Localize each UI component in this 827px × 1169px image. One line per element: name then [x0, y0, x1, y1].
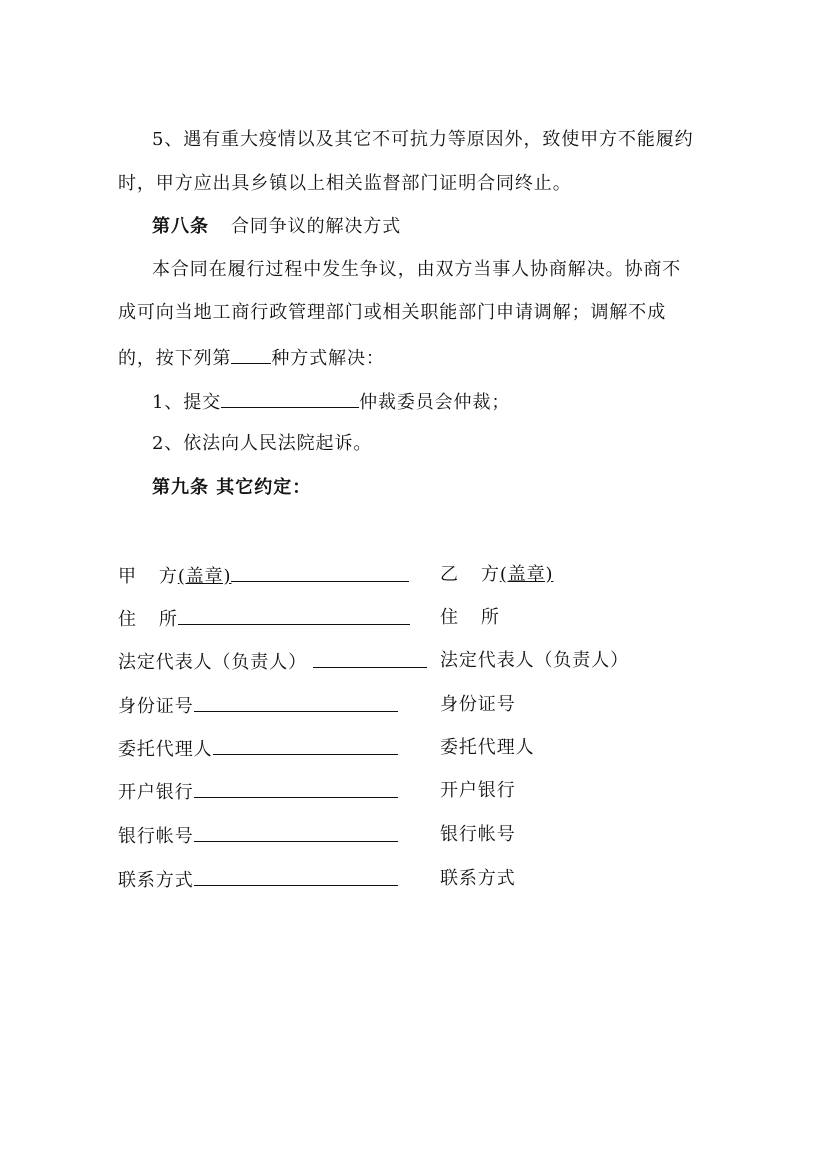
clause9-heading: 第九条 其它约定：: [152, 477, 312, 498]
signature-row-bank: [118, 779, 718, 805]
clause8-para-line2: 成可向当地工商行政管理部门或相关职能部门申请调解；调解不成: [118, 302, 667, 323]
legal-rep-label-b: 法定代表人（负责人）: [440, 650, 629, 671]
party-a-seal: (盖章): [177, 566, 232, 587]
clause7-item5-line2: 时，甲方应出具乡镇以上相关监督部门证明合同终止。: [118, 173, 572, 194]
signature-row-party: [118, 563, 718, 589]
id-number-label-a: 身份证号: [118, 696, 194, 717]
party-a-name-blank[interactable]: [231, 563, 409, 582]
clause8-para-line1: 本合同在履行过程中发生争议，由双方当事人协商解决。协商不: [152, 259, 682, 280]
party-a-contact-blank[interactable]: [194, 867, 398, 886]
clause8-title: 合同争议的解决方式: [231, 216, 402, 237]
bank-label-a: 开户银行: [118, 782, 194, 803]
agent-label-a: 委托代理人: [118, 739, 213, 760]
address-label-b-1: 住: [440, 607, 459, 628]
contact-label-b: 联系方式: [440, 868, 516, 889]
agent-label-b: 委托代理人: [440, 737, 535, 758]
clause8-para-line3-end: 种方式解决：: [271, 348, 385, 369]
party-b-seal: (盖章): [499, 564, 554, 585]
clause8-option2: 2、依法向人民法院起诉。: [152, 433, 373, 454]
bank-label-b: 开户银行: [440, 780, 516, 801]
account-label-a: 银行帐号: [118, 826, 194, 847]
party-a-account-blank[interactable]: [194, 823, 398, 842]
party-a-agent-blank[interactable]: [213, 736, 398, 755]
option1-start: 1、提交: [152, 392, 222, 413]
id-number-label-b: 身份证号: [440, 694, 516, 715]
signature-row-contact: [118, 867, 718, 893]
address-label-a-1: 住: [118, 609, 137, 630]
party-a-label-2: 方: [158, 566, 178, 587]
option1-end: 仲裁委员会仲裁；: [359, 392, 511, 413]
party-a-id-blank[interactable]: [194, 693, 398, 712]
legal-rep-label-a: 法定代表人（负责人）: [118, 652, 307, 673]
party-a-legal-rep-blank[interactable]: [313, 649, 427, 668]
party-b-label-1: 乙: [440, 564, 459, 585]
clause8-heading: [152, 215, 752, 239]
arbitration-commission-blank[interactable]: [221, 389, 359, 408]
party-a-bank-blank[interactable]: [194, 779, 398, 798]
clause8-option1: [152, 389, 752, 415]
account-label-b: 银行帐号: [440, 824, 516, 845]
signature-row-id: [118, 693, 718, 719]
signature-row-agent: [118, 736, 718, 762]
signature-row-account: [118, 823, 718, 849]
contact-label-a: 联系方式: [118, 870, 194, 891]
signature-row-address: [118, 606, 718, 632]
party-a-label-1: 甲: [118, 566, 137, 587]
address-label-b-2: 所: [480, 607, 500, 628]
clause8-number: 第八条: [152, 216, 209, 237]
party-b-label-2: 方: [480, 564, 500, 585]
clause7-item5-line1: 5、遇有重大疫情以及其它不可抗力等原因外，致使甲方不能履约: [152, 129, 694, 150]
party-a-address-blank[interactable]: [178, 606, 410, 625]
method-number-blank[interactable]: [231, 345, 271, 364]
signature-row-legal-rep: [118, 649, 718, 675]
address-label-a-2: 所: [158, 609, 178, 630]
clause8-para-line3: [118, 345, 718, 371]
clause8-para-line3-start: 的，按下列第: [118, 348, 232, 369]
